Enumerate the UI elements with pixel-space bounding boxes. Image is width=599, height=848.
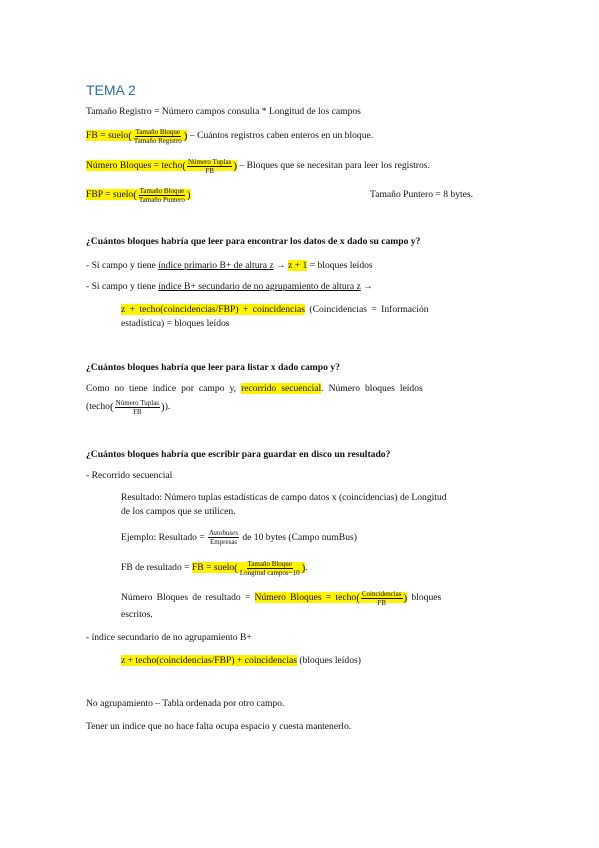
numero-bloques-line <box>86 155 430 177</box>
question-3-heading: ¿Cuántos bloques habría que escribir para guardar en disco un resultado? <box>86 449 391 460</box>
q3-numero-bloques-continuation: escritos. <box>121 609 153 620</box>
note-no-agrupamiento: No agrupamiento – Tabla ordenada por otro campo. <box>86 698 285 709</box>
note-indice-innecesario: Tener un índice que no hace falta ocupa espacio y cuesta mantenerlo. <box>86 721 352 732</box>
q3-bullet-recorrido: - Recorrido secuencial <box>86 470 173 481</box>
q1-bullet-secondary-index: - Si campo y tiene índice B+ secundario de no agrupamiento de altura z → <box>86 281 373 292</box>
q3-fb-resultado-formula: FB = suelo( $\frac{\text{Tamaño Bloque}}{\text{Longitud campos−10}}$ ) <box>191 559 306 577</box>
tamano-puntero-note: Tamaño Puntero = 8 bytes. <box>370 189 474 200</box>
q3-numero-bloques-line: Número Bloques de resultado = Número Bloques = techo( $\frac{\text{Coincidencias}}{FB}$ ) bloques <box>121 589 442 607</box>
q1-formula-continuation: estadística) = bloques leídos <box>121 318 230 329</box>
numero-bloques-formula: Número Bloques = techo( $\frac{\text{Número Tuplas}}{FB}$ ) <box>86 157 237 175</box>
question-2-heading: ¿Cuántos bloques habría que leer para listar x dado campo y? <box>86 362 340 373</box>
q3-bullet-indice-secundario: - índice secundario de no agrupamiento B+ <box>86 632 252 643</box>
q3-formula: z + techo(coincidencias/FBP) + coincidencias <box>121 655 297 666</box>
fb-description: – Cuántos registros caben enteros en un bloque. <box>187 130 374 142</box>
q2-answer-line: Como no tiene índice por campo y, recorrido secuencial. Número bloques leídos <box>86 383 423 394</box>
q1-formula-line: z + techo(coincidencias/FBP) + coincidencias (Coincidencias = Información <box>121 304 429 315</box>
page-title: TEMA 2 <box>86 82 136 98</box>
q1-bullet-primary-index: - Si campo y tiene índice primario B+ de altura z → z + 1 = bloques leídos <box>86 260 373 271</box>
q3-fb-resultado-line: FB de resultado = FB = suelo( $\frac{\text{Tamaño Bloque}}{\text{Longitud campos−10}}$ ). <box>121 559 308 577</box>
numero-bloques-description: – Bloques que se necesitan para leer los registros. <box>236 160 430 172</box>
fbp-formula-line <box>86 184 191 206</box>
q1-formula: z + techo(coincidencias/FBP) + coincidencias <box>121 304 305 315</box>
q3-ejemplo-line: Ejemplo: Resultado = $\frac{\text{Autobuses}}{\text{Empresas}}$ de 10 bytes (Campo numBus) <box>121 529 357 547</box>
fb-formula: FB = suelo( $\frac{\text{Tamaño Bloque}}{\text{Tamaño Registro}}$ ) <box>86 127 188 145</box>
fb-formula-line <box>86 125 373 147</box>
q3-resultado-line-2: de los campos que se utilicen. <box>121 506 236 517</box>
q2-answer-formula: (techo( $\frac{\text{Número Tuplas}}{FB}$ )). <box>86 398 171 416</box>
q3-numero-bloques-formula: Número Bloques = techo( $\frac{\text{Coincidencias}}{FB}$ ) <box>254 589 408 607</box>
q3-resultado-line-1: Resultado: Número tuplas estadísticas de campo datos x (coincidencias) de Longitud <box>121 492 447 503</box>
q3-formula-line: z + techo(coincidencias/FBP) + coincidencias (bloques leídos) <box>121 655 361 666</box>
fbp-formula: FBP = suelo( $\frac{\text{Tamaño Bloque}}{\text{Tamaño Puntero}}$ ) <box>86 186 191 204</box>
tamano-registro-line: Tamaño Registro = Número campos consulta * Longitud de los campos <box>86 106 361 117</box>
question-1-heading: ¿Cuántos bloques habría que leer para encontrar los datos de x dado su campo y? <box>86 236 421 247</box>
